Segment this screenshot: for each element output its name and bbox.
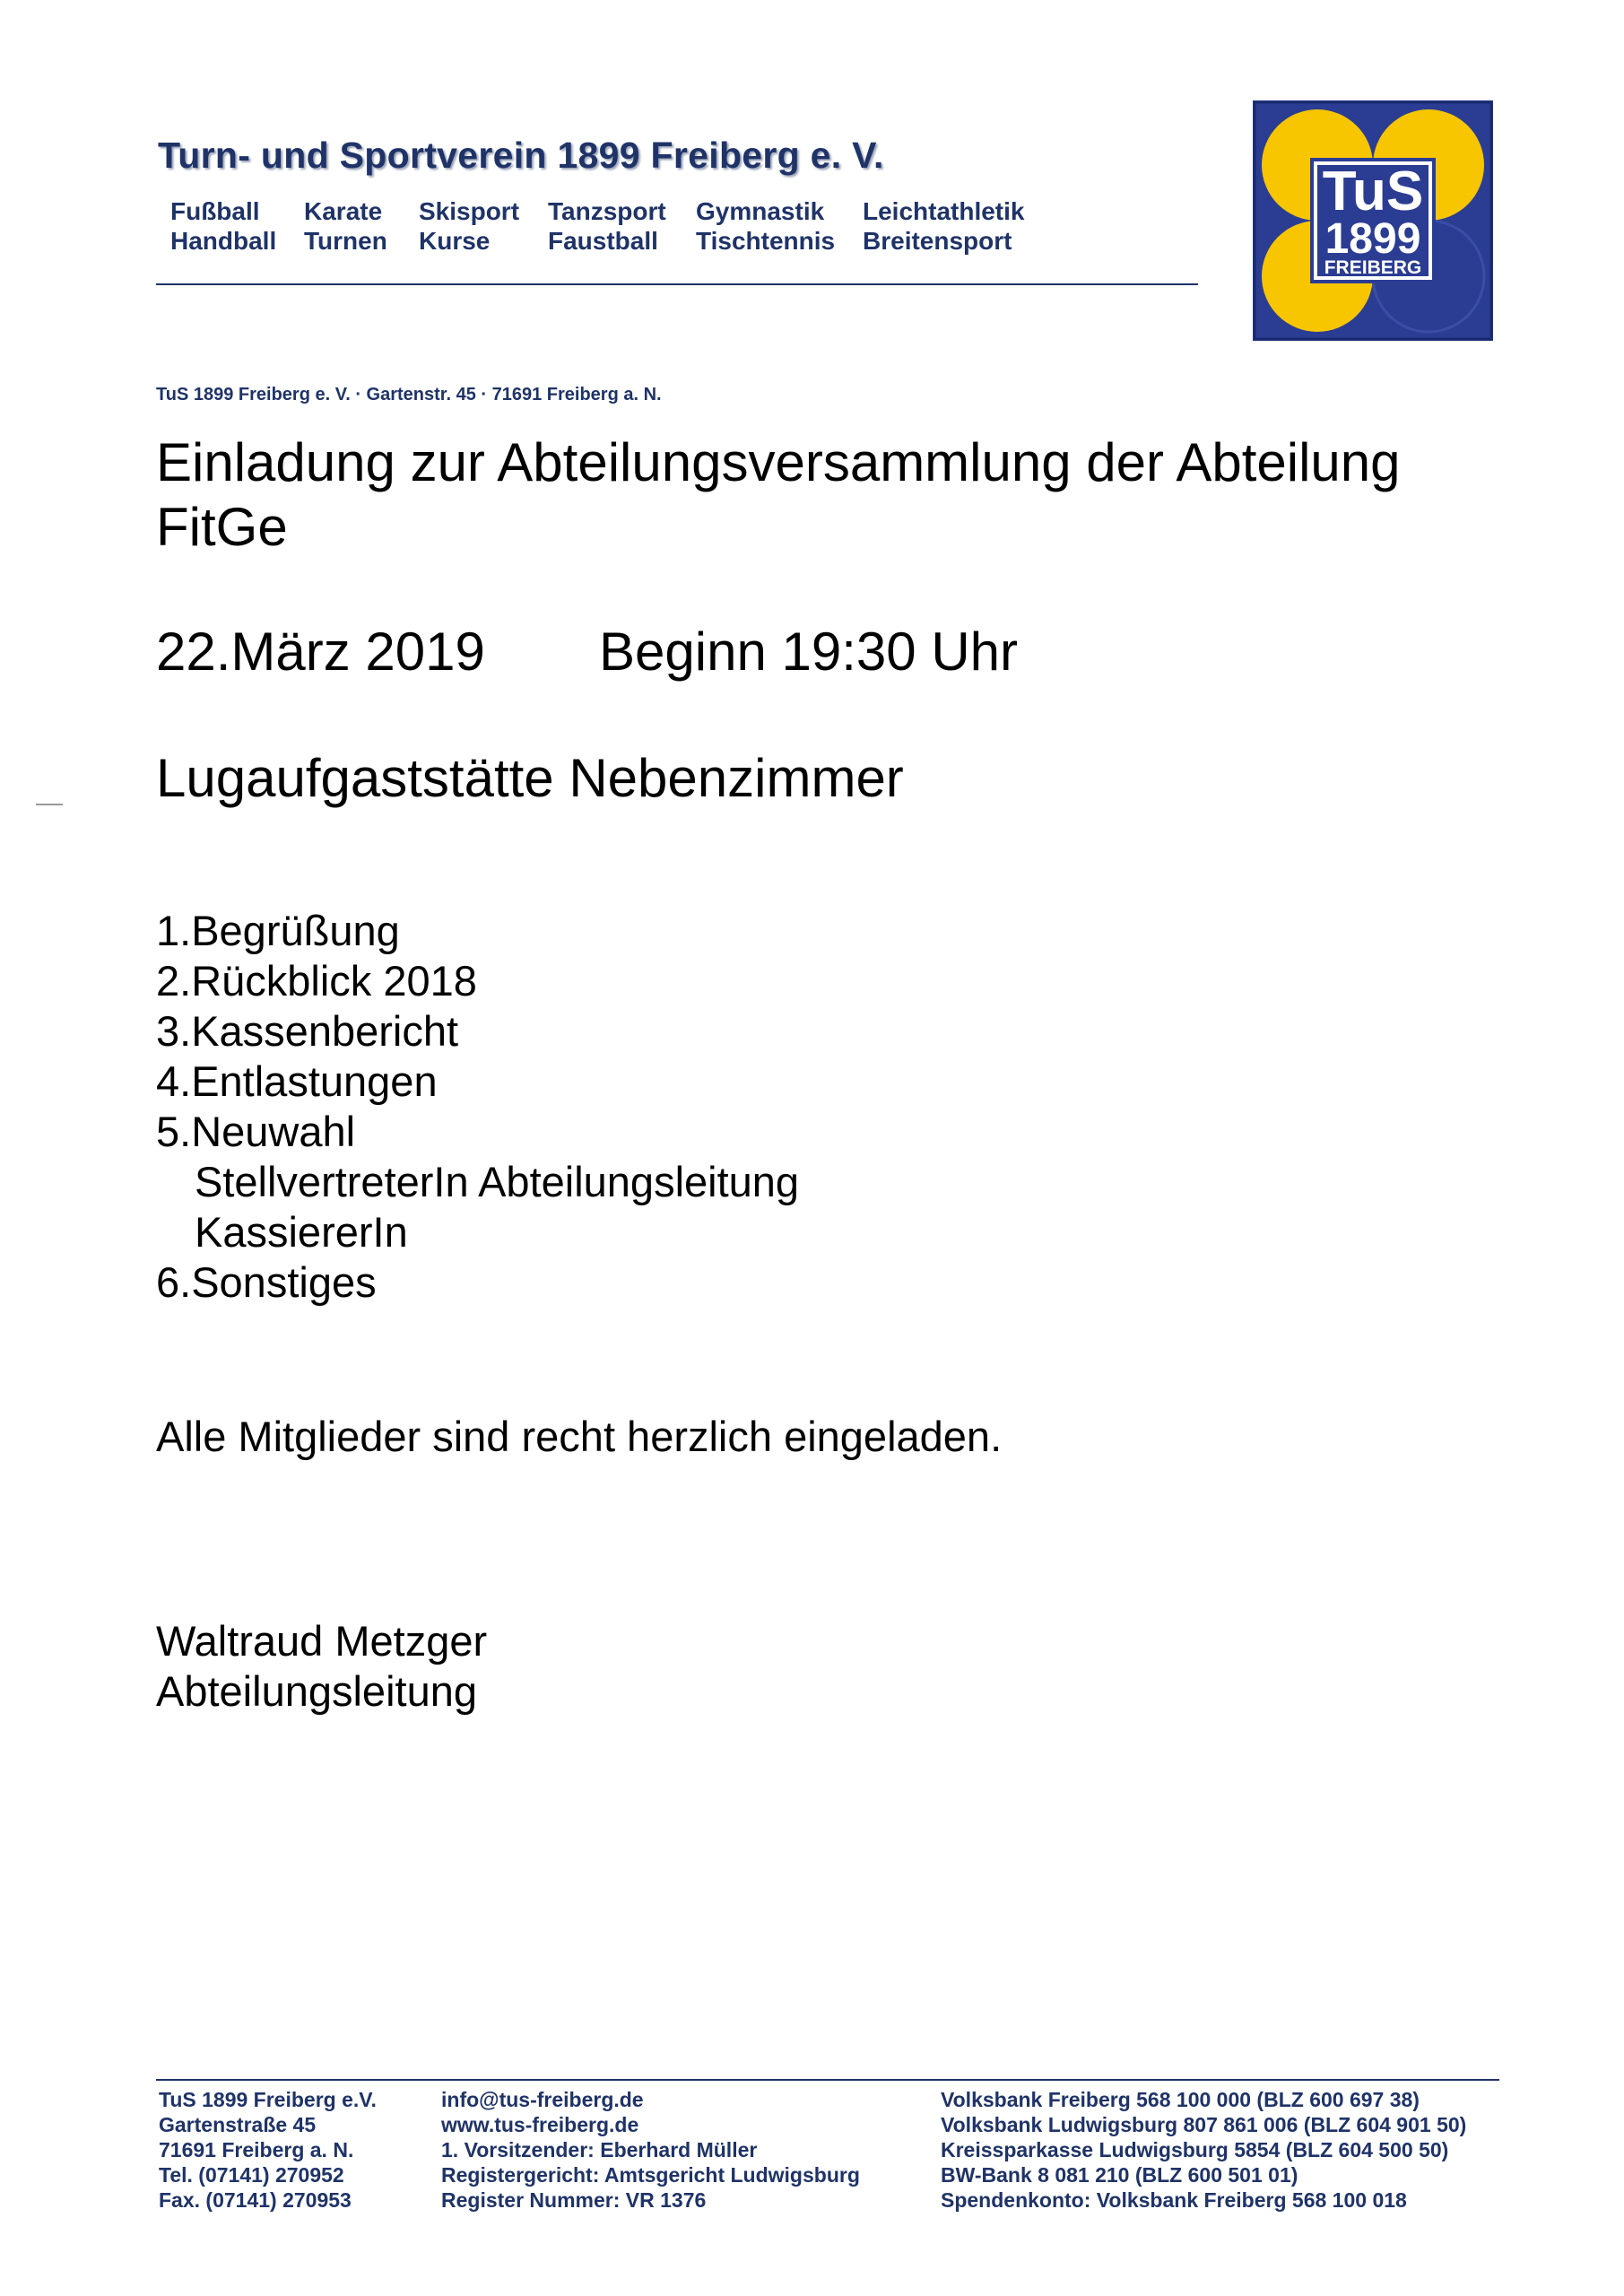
footer-address-column (159, 2087, 377, 2213)
sport-item: Kurse (419, 227, 491, 255)
footer-divider (156, 2079, 1499, 2081)
sport-item: Breitensport (863, 227, 1012, 255)
event-date: 22.März 2019 (156, 622, 485, 682)
footer-line: Volksbank Ludwigsburg 807 861 006 (BLZ 604 901 50) (941, 2113, 1467, 2136)
agenda-item: 3.Kassenbericht (156, 1007, 459, 1055)
footer-line: Fax. (07141) 270953 (159, 2188, 352, 2212)
sport-item: Tanzsport (548, 197, 666, 225)
footer-line: Kreissparkasse Ludwigsburg 5854 (BLZ 604 500 50) (941, 2138, 1449, 2161)
sport-item: Fußball (170, 197, 260, 225)
footer-bank-column (941, 2087, 1466, 2213)
agenda-subitem: StellvertreterIn Abteilungsleitung (195, 1158, 800, 1205)
footer-line: Register Nummer: VR 1376 (441, 2188, 707, 2212)
footer-line: Spendenkonto: Volksbank Freiberg 568 100 018 (941, 2188, 1407, 2212)
sport-item: Skisport (419, 197, 520, 225)
title-line-2: FitGe (156, 497, 288, 557)
agenda-item: 2.Rückblick 2018 (156, 957, 477, 1004)
agenda-item: 4.Entlastungen (156, 1057, 438, 1105)
footer-website: www.tus-freiberg.de (441, 2113, 639, 2136)
footer-line: 71691 Freiberg a. N. (159, 2138, 354, 2161)
agenda-subitem: KassiererIn (195, 1208, 408, 1256)
fold-mark (36, 804, 63, 805)
footer-line: 1. Vorsitzender: Eberhard Müller (441, 2138, 758, 2161)
club-logo (1253, 100, 1493, 341)
footer-line: BW-Bank 8 081 210 (BLZ 600 501 01) (941, 2163, 1298, 2187)
footer-line: Volksbank Freiberg 568 100 000 (BLZ 600 697 38) (941, 2088, 1420, 2111)
sender-address-line: TuS 1899 Freiberg e. V. · Gartenstr. 45 · 71691 Freiberg a. N. (156, 385, 662, 404)
logo-text-year: 1899 (1324, 215, 1421, 263)
sport-item: Turnen (304, 227, 387, 255)
header-divider (156, 283, 1198, 285)
sport-item: Gymnastik (696, 197, 825, 225)
signature-role: Abteilungsleitung (156, 1667, 477, 1715)
sport-item: Karate (304, 197, 383, 225)
logo-text-town: FREIBERG (1324, 257, 1422, 278)
event-location: Lugaufgaststätte Nebenzimmer (156, 748, 904, 808)
footer-line: Registergericht: Amtsgericht Ludwigsburg (441, 2163, 860, 2187)
invitation-text: Alle Mitglieder sind recht herzlich eingeladen. (156, 1413, 1003, 1460)
agenda-item: 1.Begrüßung (156, 907, 400, 954)
agenda-item: 6.Sonstiges (156, 1258, 377, 1306)
sport-item: Leichtathletik (863, 197, 1025, 225)
sport-item: Handball (170, 227, 277, 255)
footer-contact-column (441, 2087, 860, 2213)
footer-line: TuS 1899 Freiberg e.V. (159, 2088, 377, 2111)
signature-name: Waltraud Metzger (156, 1617, 488, 1665)
title-line-1: Einladung zur Abteilungsversammlung der Abteilung (156, 432, 1401, 492)
footer-email: info@tus-freiberg.de (441, 2088, 644, 2111)
logo-text-tus: TuS (1322, 161, 1424, 222)
footer-line: Tel. (07141) 270952 (159, 2163, 344, 2187)
event-time: Beginn 19:30 Uhr (599, 622, 1018, 682)
sport-item: Faustball (548, 227, 658, 255)
footer-line: Gartenstraße 45 (159, 2113, 317, 2136)
agenda-item: 5.Neuwahl (156, 1108, 356, 1155)
agenda-list (156, 906, 799, 1308)
sport-item: Tischtennis (696, 227, 836, 255)
club-name: Turn- und Sportverein 1899 Freiberg e. V. (158, 135, 884, 176)
